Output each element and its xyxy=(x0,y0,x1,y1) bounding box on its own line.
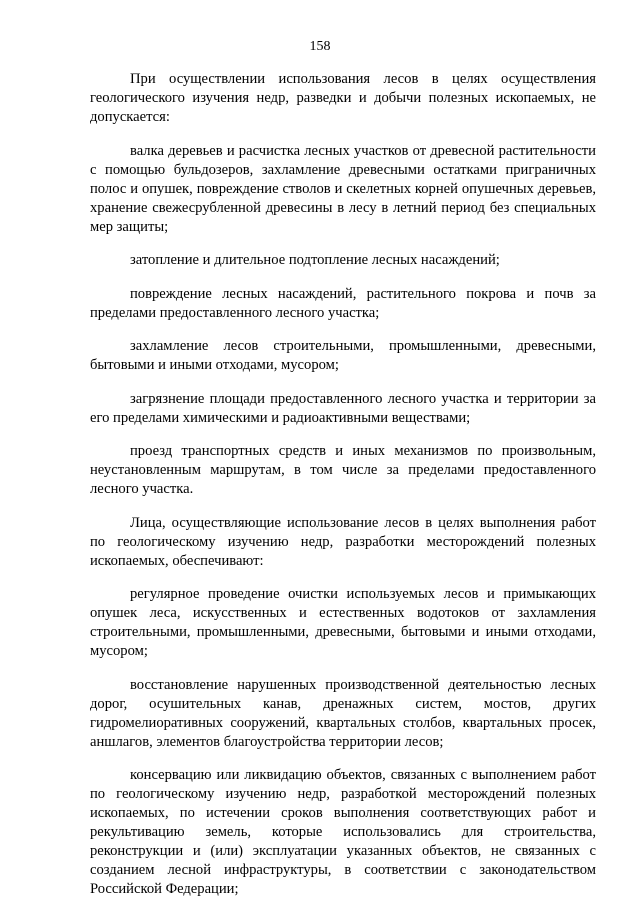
paragraph-tree-felling: валка деревьев и расчистка лесных участков от древесной растительности с помощью бульдозеров, захламление древесными остатками приграничных полос и опушек, повреждение стволов и скелетных корней опушечных деревьев, хранение свежесрубленной древесины в лесу в летний период без специальных мер защиты; xyxy=(90,142,596,235)
paragraph-intro-prohibitions: При осуществлении использования лесов в целях осуществления геологического изучения недр, разведки и добычи полезных ископаемых, не допускается: xyxy=(90,71,596,125)
paragraph-flooding: затопление и длительное подтопление лесных насаждений; xyxy=(130,252,500,268)
paragraph-restoration: восстановление нарушенных производственной деятельностью лесных дорог, осушительных канав, дренажных систем, мостов, других гидромелиоративных сооружений, квартальных столбов, квартальных просек, аншлагов, элементов благоустройства территории лесов; xyxy=(90,676,596,750)
paragraph-conservation: консервацию или ликвидацию объектов, связанных с выполнением работ по геологическому изучению недр, разработкой месторождений полезных ископаемых, по истечении сроков выполнения соответствующих работ и рекультивацию земель, которые использовались для строительства, реконструкции и (или) эксплуатации указанных объектов, не связанных с созданием лесной инфраструктуры, в соответствии с законодательством Российской Федерации; xyxy=(90,767,596,897)
paragraph-cleaning: регулярное проведение очистки используемых лесов и примыкающих опушек леса, искусственных и естественных водотоков от захламления строительными, промышленными, древесными, бытовыми и иными отходами, мусором; xyxy=(90,586,596,659)
page-number: 158 xyxy=(309,39,331,54)
paragraph-contamination: загрязнение площади предоставленного лесного участка и территории за его пределами химическими и радиоактивными веществами; xyxy=(90,390,596,426)
document-body xyxy=(90,70,596,914)
paragraph-vehicle-passage: проезд транспортных средств и иных механизмов по произвольным, неустановленным маршрутам, в том числе за пределами предоставленного лесного участка. xyxy=(90,443,596,497)
paragraph-intro-obligations: Лица, осуществляющие использование лесов в целях выполнения работ по геологическому изучению недр, разработки месторождений полезных ископаемых, обеспечивают: xyxy=(90,514,596,569)
paragraph-littering: захламление лесов строительными, промышленными, древесными, бытовыми и иными отходами, мусором; xyxy=(90,338,596,373)
paragraph-damage-outside-plot: повреждение лесных насаждений, растительного покрова и почв за пределами предоставленного лесного участка; xyxy=(90,285,596,321)
